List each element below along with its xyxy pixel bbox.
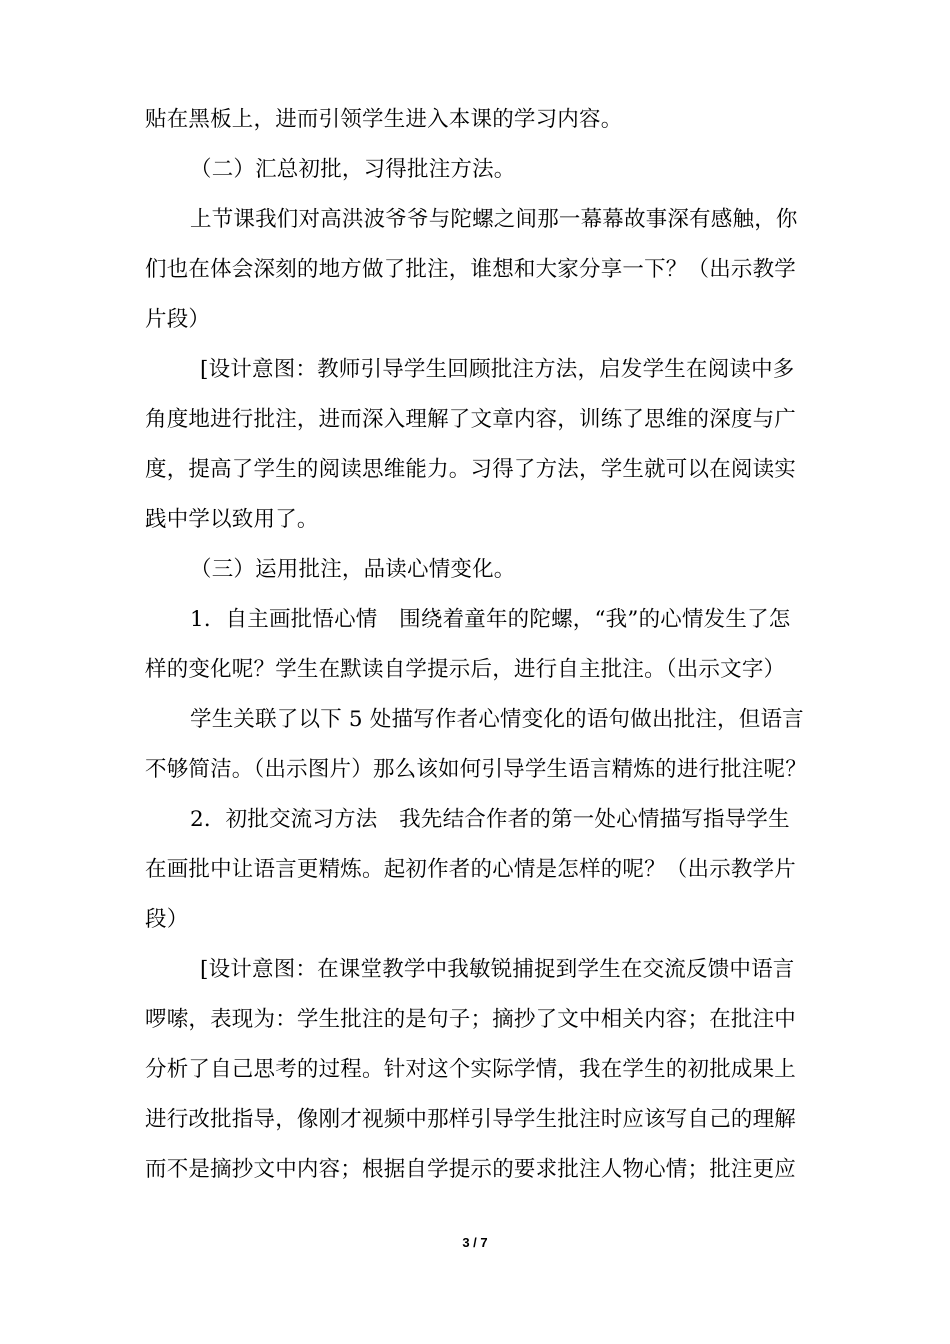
text-line: 贴在黑板上，进而引领学生进入本课的学习内容。 bbox=[145, 107, 623, 132]
text-line: [设计意图：教师引导学生回顾批注方法，启发学生在阅读中多 bbox=[200, 357, 795, 382]
section-heading: （三）运用批注，品读心情变化。 bbox=[190, 557, 516, 582]
text-line: [设计意图：在课堂教学中我敏锐捕捉到学生在交流反馈中语言 bbox=[200, 957, 795, 982]
text-line: 学生关联了以下 5 处描写作者心情变化的语句做出批注，但语言 bbox=[190, 707, 804, 732]
text-line: 段） bbox=[145, 907, 189, 932]
section-heading: （二）汇总初批，习得批注方法。 bbox=[190, 157, 516, 182]
text-line: 度，提高了学生的阅读思维能力。习得了方法，学生就可以在阅读实 bbox=[145, 457, 797, 482]
text-line: 分析了自己思考的过程。针对这个实际学情，我在学生的初批成果上 bbox=[145, 1057, 797, 1082]
text-line: 不够简洁。（出示图片）那么该如何引导学生语言精炼的进行批注呢？ bbox=[145, 757, 807, 782]
text-line: 上节课我们对高洪波爷爷与陀螺之间那一幕幕故事深有感触，你 bbox=[190, 207, 798, 232]
text-line: 2．初批交流习方法 我先结合作者的第一处心情描写指导学生 bbox=[190, 807, 790, 832]
text-line: 1．自主画批悟心情 围绕着童年的陀螺，“我”的心情发生了怎 bbox=[190, 607, 791, 632]
text-line: 践中学以致用了。 bbox=[145, 507, 319, 532]
page-number: 3 / 7 bbox=[462, 1235, 488, 1250]
text-line: 进行改批指导，像刚才视频中那样引导学生批注时应该写自己的理解 bbox=[145, 1107, 797, 1132]
text-line: 在画批中让语言更精炼。起初作者的心情是怎样的呢？（出示教学片 bbox=[145, 857, 797, 882]
text-line: 片段） bbox=[145, 307, 211, 332]
text-line: 们也在体会深刻的地方做了批注，谁想和大家分享一下？（出示教学 bbox=[145, 257, 797, 282]
text-line: 样的变化呢？学生在默读自学提示后，进行自主批注。（出示文字） bbox=[145, 657, 786, 682]
text-line: 啰嗦，表现为：学生批注的是句子；摘抄了文中相关内容；在批注中 bbox=[145, 1007, 797, 1032]
text-line: 而不是摘抄文中内容；根据自学提示的要求批注人物心情；批注更应 bbox=[145, 1157, 797, 1182]
text-line: 角度地进行批注，进而深入理解了文章内容，训练了思维的深度与广 bbox=[145, 407, 797, 432]
